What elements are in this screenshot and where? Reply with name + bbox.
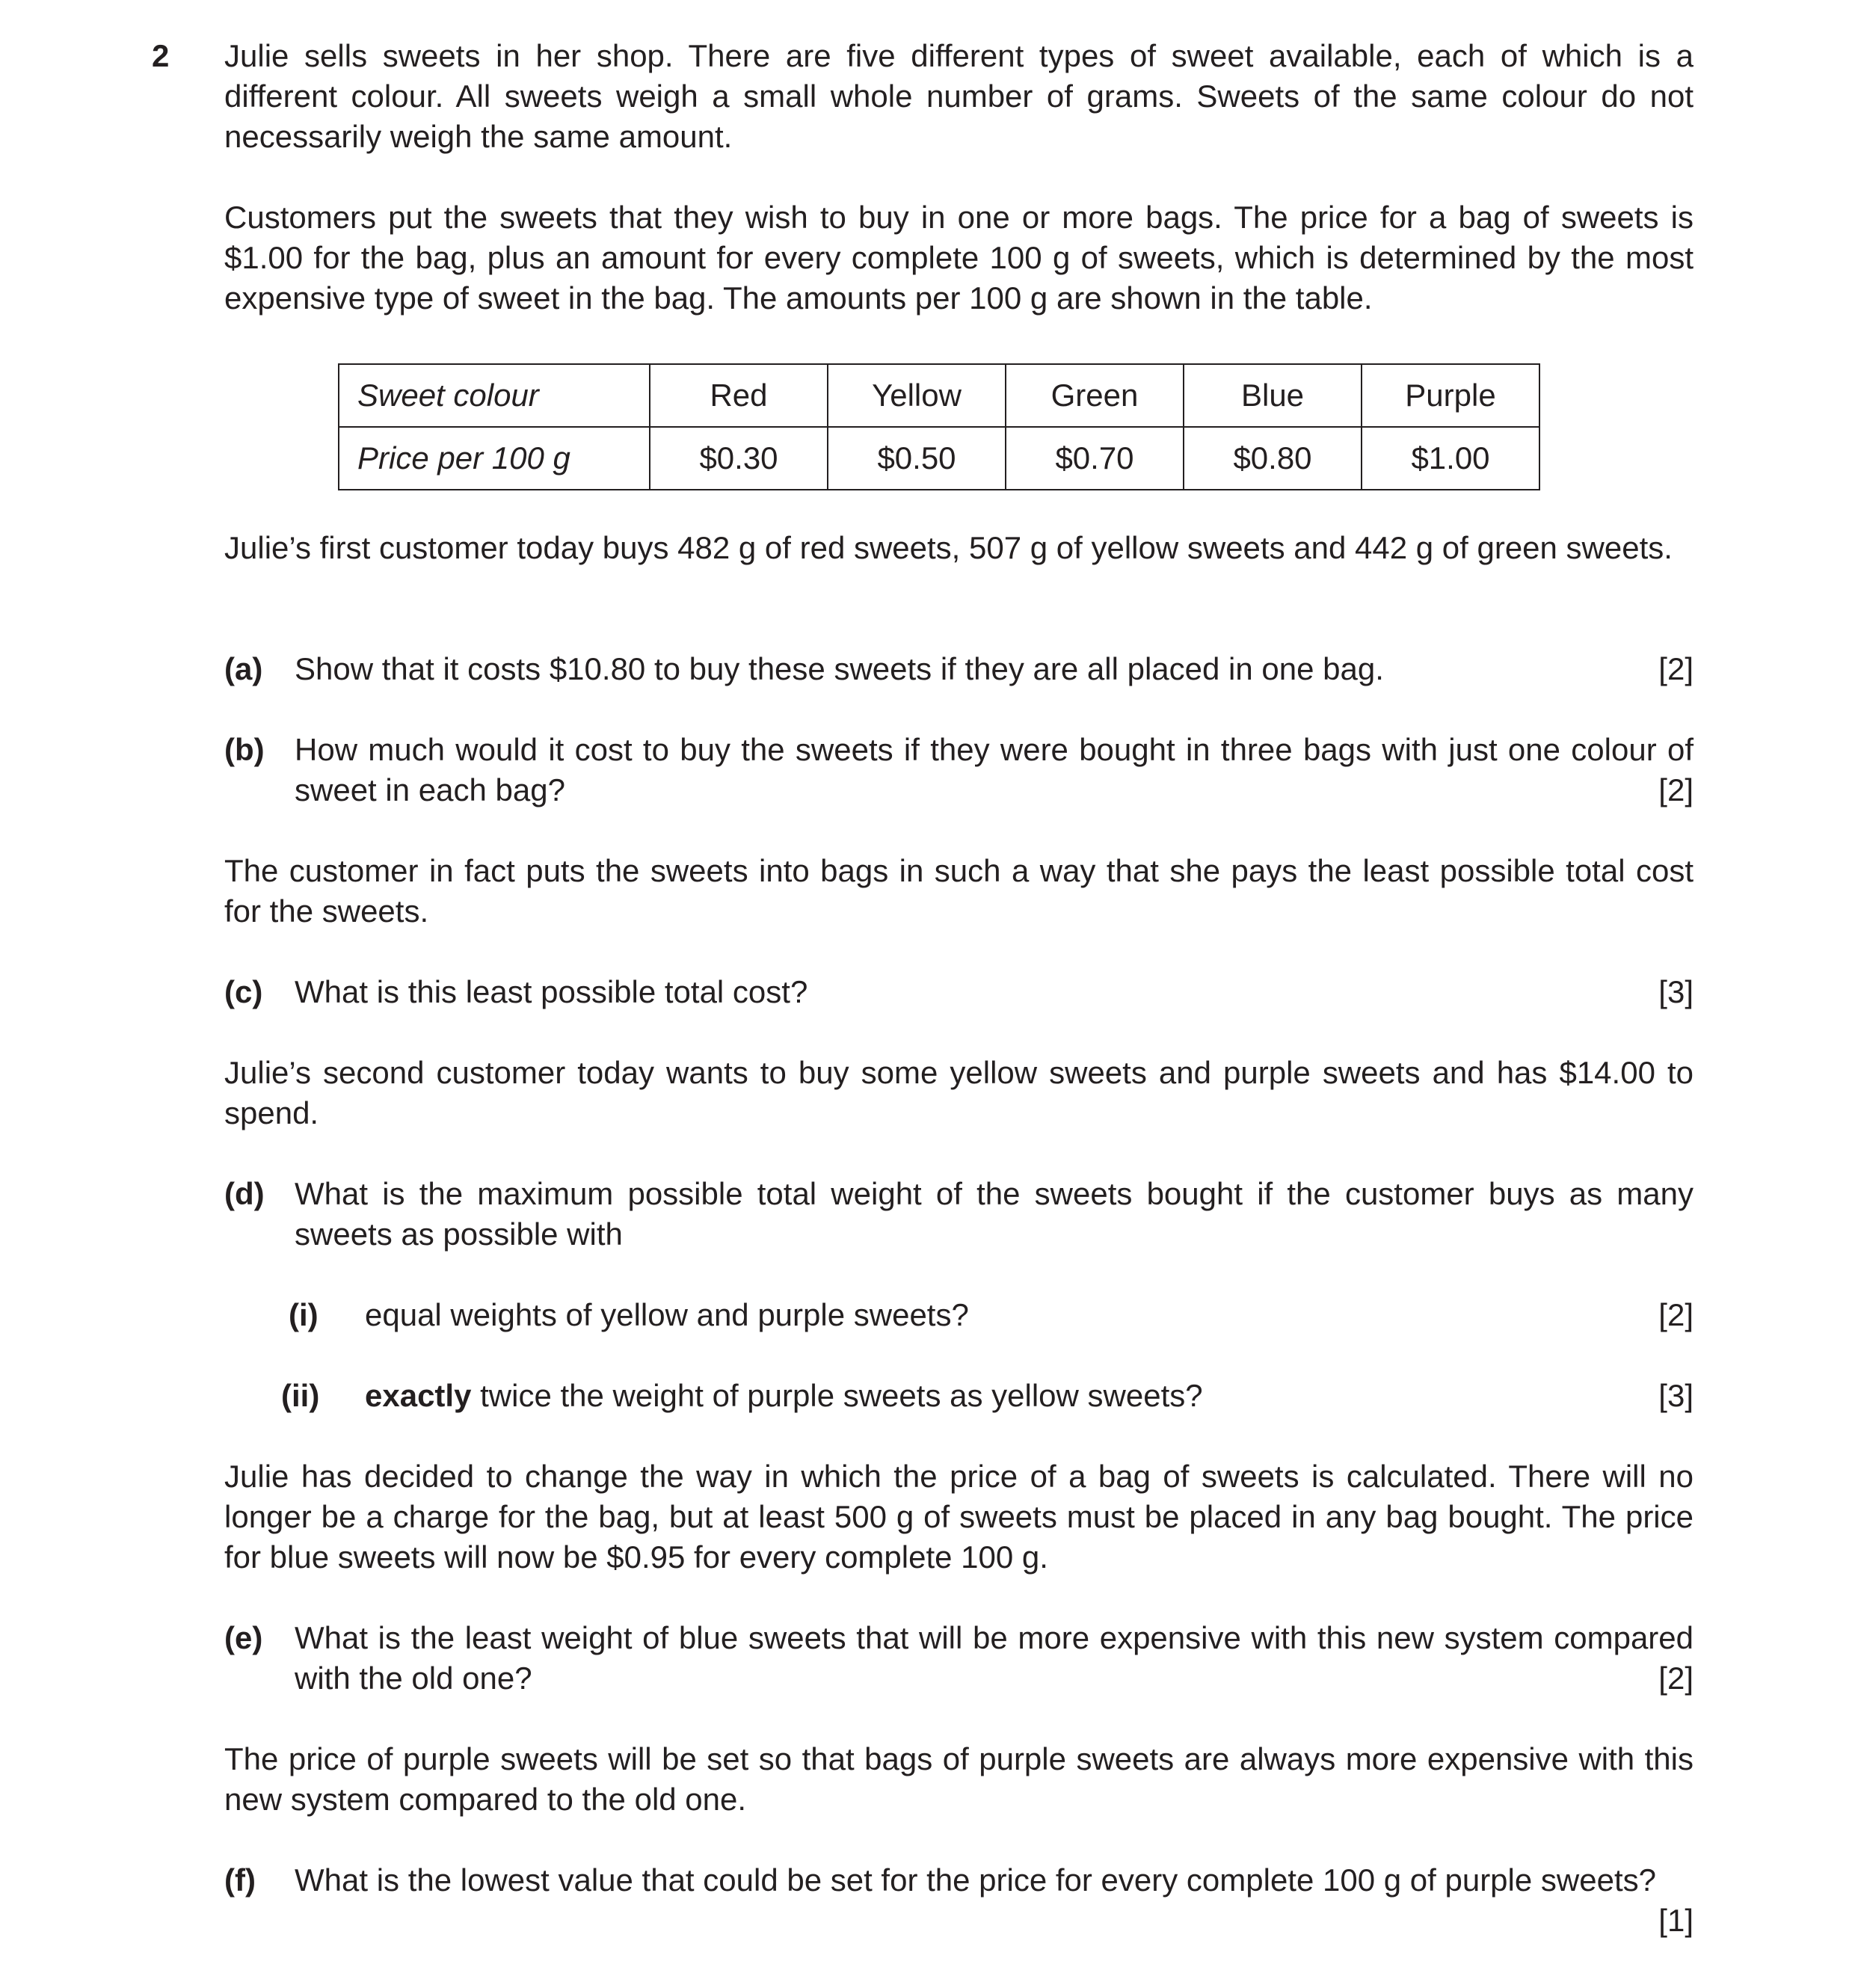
part-b-marks: [2] bbox=[1658, 772, 1694, 807]
part-d-ii-text: twice the weight of purple sweets as yellow sweets? bbox=[471, 1378, 1203, 1413]
part-b-text: How much would it cost to buy the sweets if they were bought in three bags with just one colour of sweet in each bag? bbox=[295, 732, 1694, 807]
context-second-customer: Julie’s second customer today wants to buy some yellow sweets and purple sweets and has $14.00 to spend. bbox=[224, 1055, 1694, 1130]
colour-yellow: Yellow bbox=[828, 364, 1006, 427]
part-a-label: (a) bbox=[224, 651, 263, 686]
part-c-label: (c) bbox=[224, 974, 263, 1009]
part-d-text: What is the maximum possible total weight of the sweets bought if the customer buys as many sweets as possible with bbox=[295, 1176, 1694, 1252]
colour-row-header: Sweet colour bbox=[339, 364, 650, 427]
part-d-ii bbox=[224, 1376, 1694, 1416]
colour-purple: Purple bbox=[1362, 364, 1539, 427]
part-b-label: (b) bbox=[224, 732, 265, 767]
price-green: $0.70 bbox=[1006, 427, 1184, 490]
part-c-marks: [3] bbox=[1658, 974, 1694, 1009]
price-row bbox=[339, 427, 1539, 490]
context-new-pricing: Julie has decided to change the way in which the price of a bag of sweets is calculated. There will no longer be a charge for the bag, but at least 500 g of sweets must be placed in any bag bought. The price for blue sweets will now be $0.95 for every complete 100 g. bbox=[224, 1459, 1694, 1575]
part-d-ii-sentence bbox=[365, 1376, 1694, 1416]
part-e bbox=[224, 1618, 1694, 1699]
question-number: 2 bbox=[152, 38, 170, 73]
price-row-header: Price per 100 g bbox=[339, 427, 650, 490]
part-e-label: (e) bbox=[224, 1620, 263, 1655]
part-c bbox=[224, 972, 1694, 1012]
colour-blue: Blue bbox=[1184, 364, 1362, 427]
part-d-label: (d) bbox=[224, 1176, 265, 1211]
colour-red: Red bbox=[650, 364, 828, 427]
part-a-marks: [2] bbox=[1658, 651, 1694, 686]
part-e-text: What is the least weight of blue sweets that will be more expensive with this new system compared with the old one? bbox=[295, 1620, 1694, 1696]
part-d-ii-label: (ii) bbox=[281, 1378, 320, 1413]
price-table bbox=[338, 363, 1540, 490]
context-purple-pricing: The price of purple sweets will be set so that bags of purple sweets are always more expensive with this new system compared to the old one. bbox=[224, 1741, 1694, 1817]
intro-paragraph-1: Julie sells sweets in her shop. There are five different types of sweet available, each of which is a different colour. All sweets weigh a small whole number of grams. Sweets of the same colour do not necessarily weigh the same amount. bbox=[224, 38, 1694, 154]
part-d-i-text: equal weights of yellow and purple sweets? bbox=[365, 1297, 969, 1332]
part-d-i-label: (i) bbox=[289, 1297, 319, 1332]
price-blue: $0.80 bbox=[1184, 427, 1362, 490]
colour-row bbox=[339, 364, 1539, 427]
part-d-ii-emphasis: exactly bbox=[365, 1378, 472, 1413]
part-e-marks: [2] bbox=[1658, 1661, 1694, 1696]
price-purple: $1.00 bbox=[1362, 427, 1539, 490]
intro-paragraph-2: Customers put the sweets that they wish to buy in one or more bags. The price for a bag of sweets is $1.00 for the bag, plus an amount for every complete 100 g of sweets, which is determined by the most expensive type of sweet in the bag. The amounts per 100 g are shown in the table. bbox=[224, 200, 1694, 316]
part-d-ii-marks: [3] bbox=[1658, 1378, 1694, 1413]
part-f-text: What is the lowest value that could be set for the price for every complete 100 g of purple sweets? bbox=[295, 1862, 1656, 1898]
part-a bbox=[224, 649, 1694, 689]
part-d bbox=[224, 1174, 1694, 1255]
part-b bbox=[224, 730, 1694, 810]
part-a-text: Show that it costs $10.80 to buy these sweets if they are all placed in one bag. bbox=[295, 651, 1384, 686]
part-d-i bbox=[224, 1295, 1694, 1335]
part-f-label: (f) bbox=[224, 1862, 256, 1898]
price-yellow: $0.50 bbox=[828, 427, 1006, 490]
part-c-text: What is this least possible total cost? bbox=[295, 974, 808, 1009]
colour-green: Green bbox=[1006, 364, 1184, 427]
part-f-marks: [1] bbox=[1658, 1903, 1694, 1938]
part-f bbox=[224, 1860, 1694, 1941]
price-red: $0.30 bbox=[650, 427, 828, 490]
context-first-customer: Julie’s first customer today buys 482 g of red sweets, 507 g of yellow sweets and 442 g of green sweets. bbox=[224, 530, 1673, 565]
context-least-cost: The customer in fact puts the sweets into bags in such a way that she pays the least possible total cost for the sweets. bbox=[224, 853, 1694, 929]
part-d-i-marks: [2] bbox=[1658, 1297, 1694, 1332]
